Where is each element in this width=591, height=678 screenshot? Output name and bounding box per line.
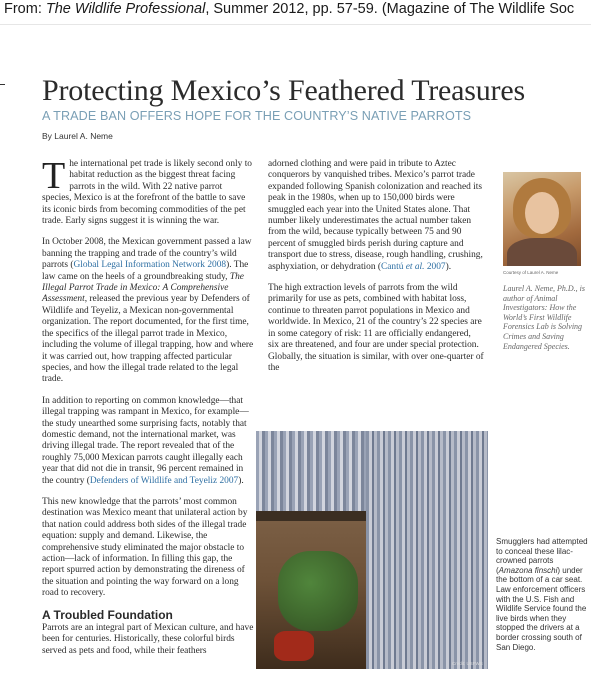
text-column-2 xyxy=(268,159,484,384)
source-prefix: From: xyxy=(4,1,46,17)
source-citation-line xyxy=(4,1,591,21)
paragraph-1 xyxy=(42,155,254,227)
paragraph-3-text-b: ). xyxy=(238,475,244,486)
citation-link-cantu[interactable] xyxy=(381,262,446,272)
paragraph-2-text-c: , released the previous year by Defenders of Wildlife and Teyeliz, a Mexican non-governmental organization. The report documented, for the first time, the specifics of the illegal parrot trade in Mexico, including the volume of illegal trapping, how and where it was carried out, how trapping affected particular species, and how the illegal trade related to the legal trade. xyxy=(42,294,254,385)
author-bio: Laurel A. Neme, Ph.D., is author of Animal Investigators: How the World’s First Wildlife Forensics Lab is Solving Crimes and Saving Endangered Species. xyxy=(503,284,585,351)
paragraph-4: This new knowledge that the parrots’ most common destination was Mexico meant that unilateral action by that nation could address both sides of the illegal trade equation: supply and demand. Likewise, the comprehensive study eliminated the major obstacle to action—lack of information. In filling this gap, the report spurred action by demonstrating the direness of the situation and pointing the way forward on a long road to recovery. xyxy=(42,496,248,599)
citation-link-defenders[interactable]: Defenders of Wildlife and Teyeliz 2007 xyxy=(89,475,239,486)
paragraph-7: The high extraction levels of parrots from the wild primarily for use as pets, combined with habitat loss, continue to threaten parrot populations in Mexico and worldwide. In Mexico, 21 of the country’s 22 species are in some category of risk: 11 are officially endangered, six are threatened, and four are under special protection. Globally, the situation is similar, with over one-quarter of the xyxy=(268,283,484,373)
author-photo xyxy=(503,172,581,266)
caption-text-b: ) under the bottom of a car seat. Law enforcement officers with the U.S. Fish and Wildlife Service found the live birds when they stopped the drivers at a border crossing south of San Diego. xyxy=(496,565,587,652)
paragraph-3 xyxy=(42,396,254,487)
caption-text-a: Smugglers had attempted to conceal these lilac-crowned parrots ( xyxy=(496,537,588,575)
seat-back-striped xyxy=(366,431,488,669)
paragraph-6-text-b: ). xyxy=(445,261,452,272)
citation-link-gli[interactable]: Global Legal Information Network 2008 xyxy=(73,260,227,271)
study-title: The Illegal Parrot Trade in Mexico: A Comprehensive Assessment xyxy=(42,271,244,305)
paragraph-6 xyxy=(268,159,484,273)
citation-author: Cantú xyxy=(381,261,406,272)
author-shirt xyxy=(507,238,577,266)
paragraph-6-text-a: adorned clothing and were paid in tribute to Aztec conquerors by vanquished tribes. Mexico’s parrot trade expanded following Spanish colonization and reached its peak in the 1980s, when up to 150,000 birds were smuggled each year into the United States alone. That number likely underestimates the actual number taken from the wild, because typically between 75 and 90 percent of smuggled birds perish during capture and transport due to stress, disease, rough handling, crushing, asphyxiation, or dehydration ( xyxy=(268,159,483,272)
section-heading: A Troubled Foundation xyxy=(42,607,173,622)
source-suffix: , Summer 2012, pp. 57-59. (Magazine of The Wildlife Soc xyxy=(205,1,575,17)
paragraph-2-text-b: ). The law came on the heels of a groundbreaking study, xyxy=(42,260,249,282)
source-magazine: The Wildlife Professional xyxy=(45,1,206,17)
article-byline: By Laurel A. Neme xyxy=(42,131,113,141)
figure-caption xyxy=(496,537,588,652)
seat-back-upper xyxy=(256,431,376,511)
citation-etal: et al. xyxy=(405,261,425,272)
caption-species: Amazona finschi xyxy=(498,565,558,575)
drop-cap: T xyxy=(42,155,66,197)
paragraph-1-text: he international pet trade is likely second only to habitat reduction as the biggest threat facing parrots in the wild. With 22 native parrot species, Mexico is at the forefront of the battle to save its iconic birds from becoming commodities of the pet trade. Early signs suggest it is winning the war. xyxy=(42,159,252,227)
parrots-image-area xyxy=(278,551,358,631)
text-column-1 xyxy=(42,155,254,667)
paragraph-5: Parrots are an integral part of Mexican culture, and have been for centuries. Historically, these colorful birds served as pets and food, while their feathers xyxy=(42,623,254,656)
author-face xyxy=(525,192,559,234)
article-subtitle: A TRADE BAN OFFERS HOPE FOR THE COUNTRY’S NATIVE PARROTS xyxy=(42,109,472,123)
author-photo-credit: Courtesy of Laurel A. Neme xyxy=(503,270,559,275)
smuggled-parrots-photo xyxy=(256,431,488,669)
paragraph-2 xyxy=(42,237,254,385)
figure-photo-credit: Credit: USFWS xyxy=(452,661,483,666)
paragraph-3-text-a: In addition to reporting on common knowledge—that illegal trapping was rampant in Mexico, for example—the study unearthed some surprising facts, notably that domestic demand, not the international market, was driving illegal trade. The report revealed that of the roughly 75,000 Mexican parrots caught illegally each year that did not die in transit, 96 percent remained in the country ( xyxy=(42,395,249,486)
citation-year: 2007 xyxy=(424,261,446,272)
page-edge-mark xyxy=(0,84,5,85)
article-title: Protecting Mexico’s Feathered Treasures xyxy=(42,74,525,107)
paragraph-2-text-a: In October 2008, the Mexican government passed a law banning the trapping and trade of the country’s wild parrots ( xyxy=(42,237,252,271)
red-object xyxy=(274,631,314,661)
